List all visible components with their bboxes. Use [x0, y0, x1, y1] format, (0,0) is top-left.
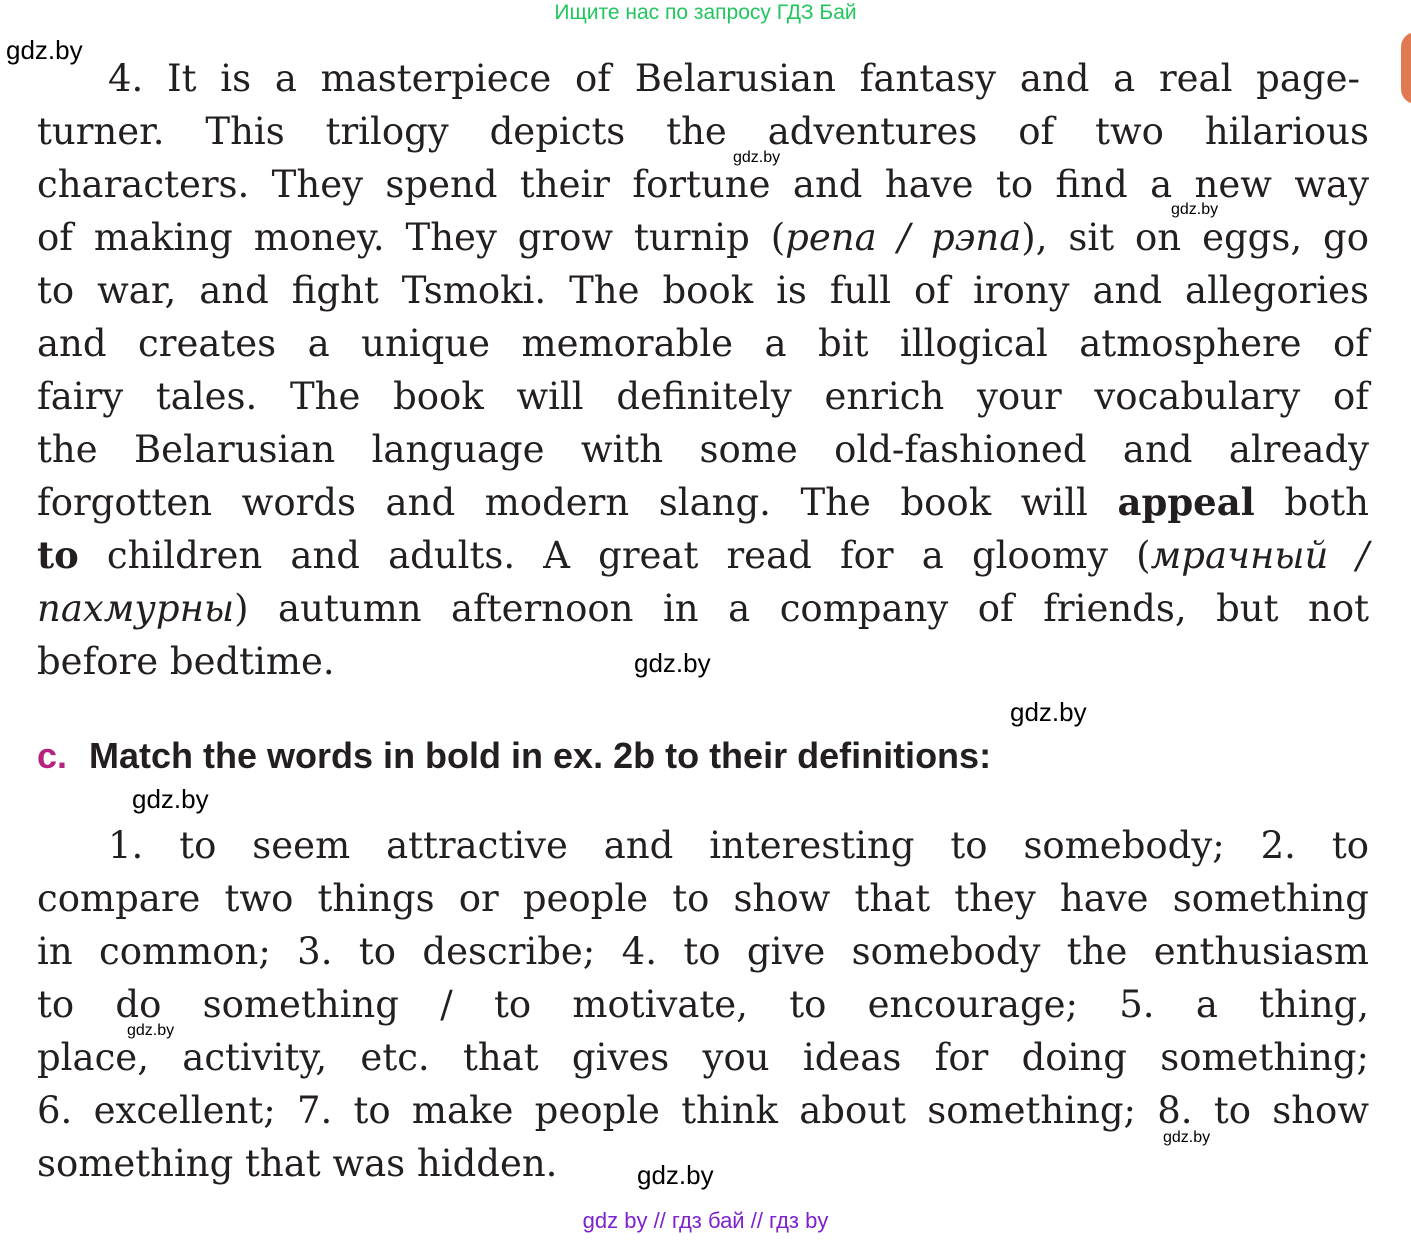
watermark: gdz.by	[637, 1160, 714, 1190]
bold-word: to	[37, 533, 79, 577]
watermark: gdz.by	[634, 648, 711, 678]
text-run: both	[1254, 481, 1370, 524]
text-line: place, activity, etc. that gives you ideas for doing something;	[37, 1036, 1369, 1079]
text-line: characters. They spend their fortune and have to find a new way	[37, 163, 1369, 206]
footer-links: gdz by // гдз бай // гдз by	[582, 1208, 829, 1233]
text-line	[37, 476, 1369, 529]
exercise-heading	[37, 735, 991, 777]
exercise-instruction: Match the words in bold in ex. 2b to their definitions:	[89, 735, 992, 776]
watermark: gdz.by	[132, 784, 209, 814]
text-line: and creates a unique memorable a bit illogical atmosphere of	[37, 322, 1369, 365]
watermark: gdz.by	[1171, 201, 1219, 218]
text-line: compare two things or people to show that they have something	[37, 877, 1369, 920]
watermark: gdz.by	[733, 149, 781, 166]
text-line: before bedtime.	[37, 640, 335, 683]
top-banner: Ищите нас по запросу ГДЗ Бай	[554, 1, 857, 24]
text-run: ), sit on eggs, go	[1021, 216, 1369, 259]
text-line: turner. This trilogy depicts the adventures of two hilarious	[37, 110, 1369, 153]
text-line: the Belarusian language with some old-fashioned and already	[37, 428, 1369, 471]
italic-translation: мрачный /	[1150, 534, 1369, 577]
text-line	[37, 582, 1369, 635]
text-line: 6. excellent; 7. to make people think about something; 8. to show	[37, 1089, 1369, 1132]
exercise-letter: c.	[37, 735, 68, 776]
italic-translation: пахмурны	[37, 587, 235, 630]
italic-translation: репа / рэпа	[785, 216, 1022, 259]
watermark: gdz.by	[1163, 1129, 1211, 1146]
text-line: 4. It is a masterpiece of Belarusian fantasy and a real page-	[108, 57, 1360, 100]
text-line: in common; 3. to describe; 4. to give somebody the enthusiasm	[37, 930, 1369, 973]
page-edge-tab	[1401, 32, 1411, 104]
text-line: fairy tales. The book will definitely enrich your vocabulary of	[37, 375, 1369, 418]
text-line: 1. to seem attractive and interesting to somebody; 2. to	[108, 824, 1369, 867]
bold-word: appeal	[1117, 480, 1255, 524]
text-run: of making money. They grow turnip (	[37, 216, 786, 259]
text-run: children and adults. A great read for a gloomy (	[78, 534, 1151, 577]
text-line: something that was hidden.	[37, 1142, 558, 1185]
watermark: gdz.by	[1010, 697, 1087, 727]
text-line	[37, 211, 1369, 264]
text-line: to war, and fight Tsmoki. The book is full of irony and allegories	[37, 269, 1369, 312]
text-run: forgotten words and modern slang. The book will	[37, 481, 1118, 524]
text-line	[37, 529, 1369, 582]
text-line: to do something / to motivate, to encourage; 5. a thing,	[37, 983, 1369, 1026]
watermark: gdz.by	[6, 35, 83, 65]
watermark: gdz.by	[127, 1022, 175, 1039]
text-run: ) autumn afternoon in a company of friends, but not	[234, 587, 1369, 630]
